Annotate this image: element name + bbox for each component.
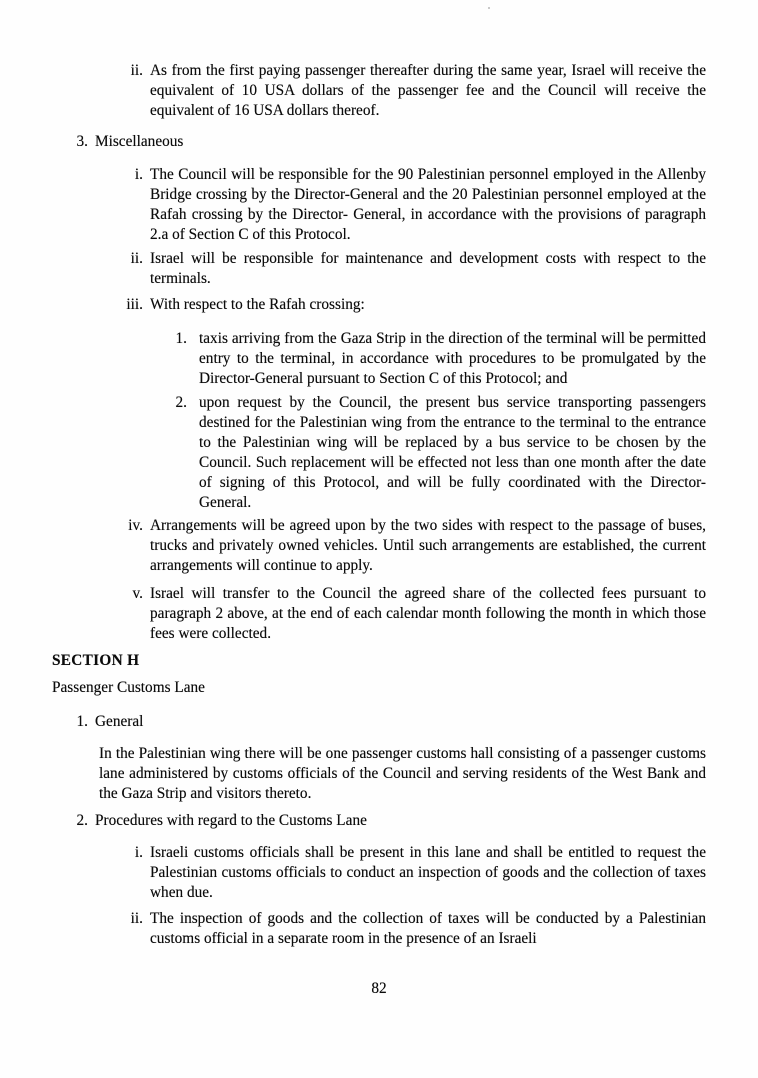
section-heading (52, 651, 758, 671)
list-item-label: 2. (76, 812, 88, 829)
page-number (0, 979, 758, 999)
list-item-label: ii. (130, 62, 143, 79)
list-item-1-general (76, 712, 706, 732)
paragraph-text: In the Palestinian wing there will be one passenger customs hall consisting of a passenger customs lane administered by customs officials of the Council and serving residents of the West Bank and the Gaza Strip and visitors thereto. (99, 745, 706, 802)
section-subtitle (52, 678, 758, 698)
list-item-text: Israeli customs officials shall be present in this lane and shall be entitled to request the Palestinian customs officials to conduct an inspection of goods and the collection of taxes when due. (150, 844, 706, 901)
list-item-label: 3. (76, 133, 88, 150)
list-item-text: upon request by the Council, the present bus service transporting passengers destined for the Palestinian wing from the entrance to the terminal to the entrance to the Palestinian wing will be replaced by a bus service to be chosen by the Council. Such replacement will be effected not less than one month after the date of signing of this Protocol, and will be fully coordinated with the Director-General. (199, 394, 706, 511)
list-item-label: 1. (76, 713, 88, 730)
list-item-label: ii. (130, 910, 143, 927)
list-item-iii-rafah-crossing (126, 295, 706, 315)
list-item-3-miscellaneous (76, 132, 706, 152)
list-item-label: i. (134, 166, 143, 183)
scan-speck (488, 7, 490, 9)
list-item-text: General (95, 713, 144, 730)
section-subtitle-text: Passenger Customs Lane (52, 679, 205, 696)
list-item-text: Israel will be responsible for maintenance and development costs with respect to the terminals. (150, 250, 706, 287)
list-item-1-taxis (175, 329, 706, 389)
list-item-2-bus-service (175, 393, 706, 513)
list-item-text: Arrangements will be agreed upon by the two sides with respect to the passage of buses, trucks and privately owned vehicles. Until such arrangements are established, the current arrangements will continue to apply. (150, 517, 706, 574)
list-item-text: The Council will be responsible for the 90 Palestinian personnel employed in the Allenby Bridge crossing by the Director-General and the 20 Palestinian personnel employed at the Rafah crossing by the Director- General, in accordance with the provisions of paragraph 2.a of Section C of this Protocol. (150, 166, 706, 243)
list-item-label: ii. (130, 250, 143, 267)
list-item-i-israeli-officials (134, 843, 706, 903)
list-item-label: iv. (128, 517, 143, 534)
list-item-label: iii. (126, 296, 143, 313)
list-item-ii-passenger-fee (130, 61, 706, 121)
list-item-v-fee-transfer (132, 584, 706, 644)
list-item-text: The inspection of goods and the collection of taxes will be conducted by a Palestinian customs official in a separate room in the presence of an Israeli (150, 910, 706, 947)
list-item-text: Israel will transfer to the Council the agreed share of the collected fees pursuant to paragraph 2 above, at the end of each calendar month following the month in which those fees were collected. (150, 585, 706, 642)
list-item-text: taxis arriving from the Gaza Strip in the direction of the terminal will be permitted entry to the terminal, in accordance with procedures to be promulgated by the Director-General pursuant to Section C of this Protocol; and (199, 330, 706, 387)
section-heading-text: SECTION H (52, 652, 140, 669)
list-item-label: 1. (175, 330, 187, 347)
list-item-ii-inspection-goods (130, 909, 706, 949)
list-item-ii-maintenance-costs (130, 249, 706, 289)
list-item-label: i. (134, 844, 143, 861)
list-item-text: With respect to the Rafah crossing: (150, 296, 365, 313)
list-item-2-procedures (76, 811, 706, 831)
list-item-label: 2. (175, 394, 187, 411)
list-item-text: Procedures with regard to the Customs Lane (95, 812, 367, 829)
page-number-text: 82 (371, 980, 387, 997)
list-item-iv-arrangements (128, 516, 706, 576)
list-item-i-council-personnel (134, 165, 706, 245)
list-item-text: As from the first paying passenger thereafter during the same year, Israel will receive the equivalent of 10 USA dollars of the passenger fee and the Council will receive the equivalent of 16 USA dollars thereof. (150, 62, 706, 119)
paragraph-general-customs-hall (99, 744, 706, 804)
list-item-text: Miscellaneous (95, 133, 184, 150)
list-item-label: v. (132, 585, 143, 602)
